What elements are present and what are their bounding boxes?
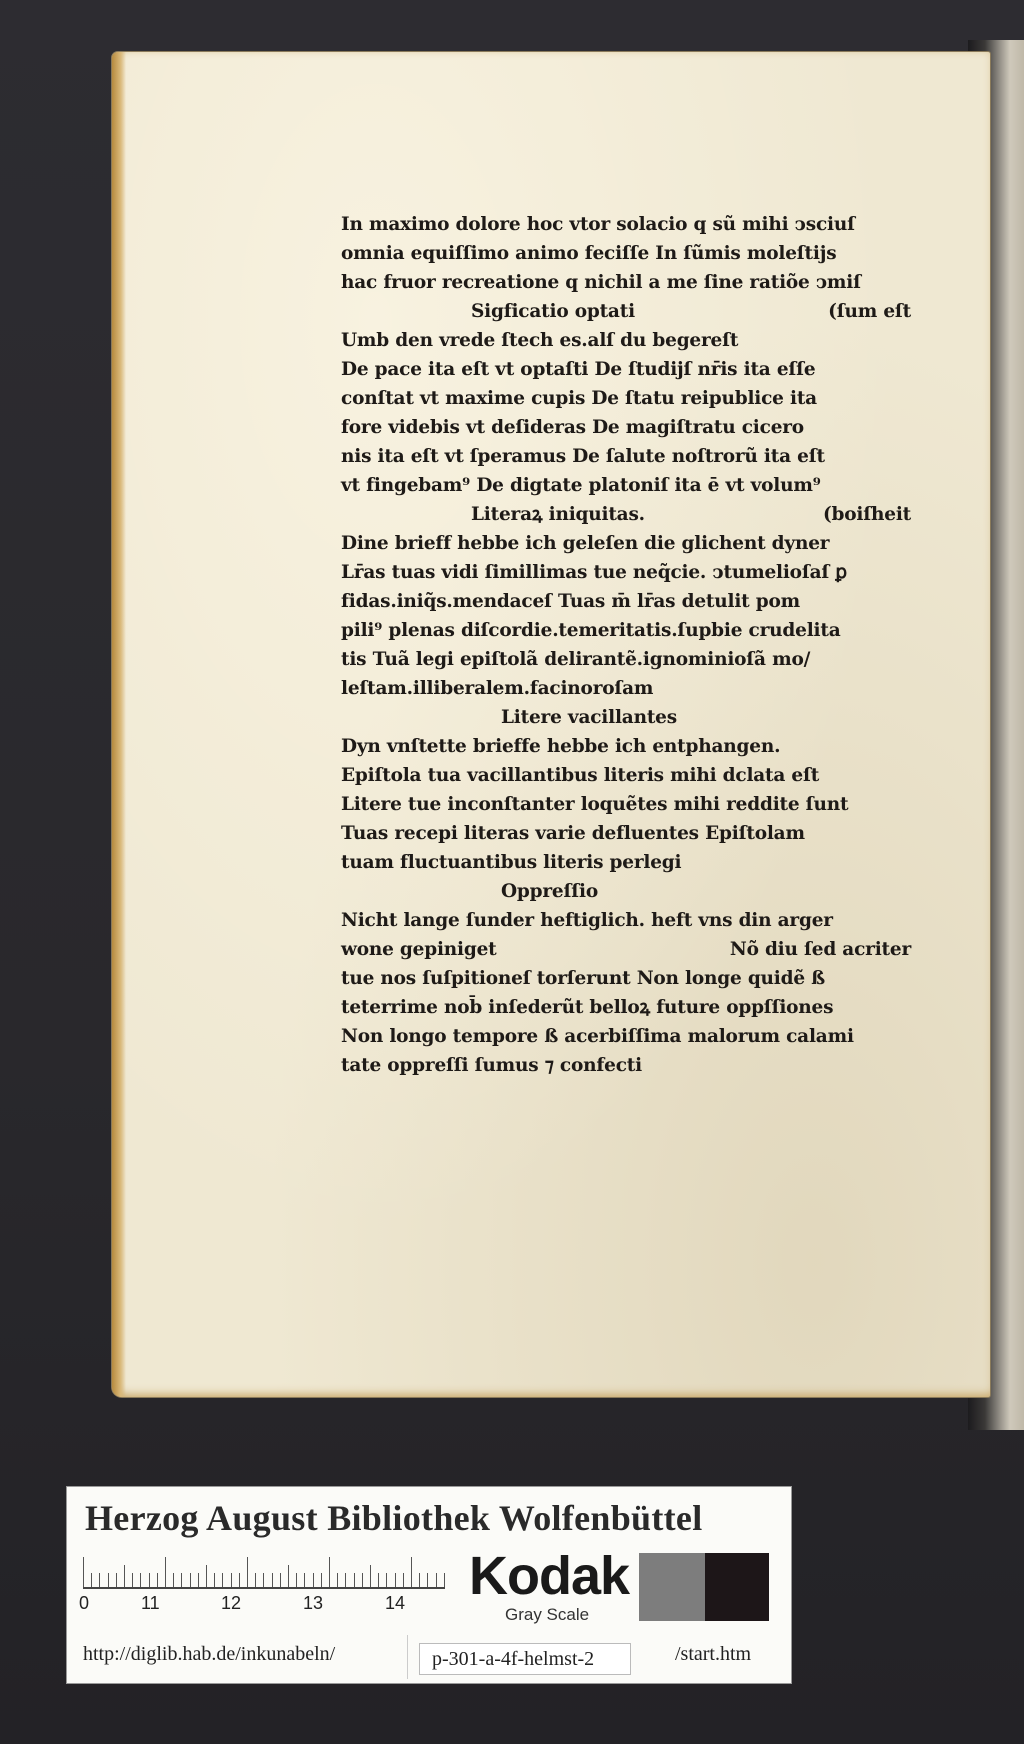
text-line bbox=[341, 761, 921, 790]
text-line bbox=[341, 877, 921, 906]
text-line-content: tuam fluctuantibus literis perlegi bbox=[341, 852, 682, 873]
ruler-tick bbox=[206, 1565, 207, 1587]
gray-patch-dark bbox=[705, 1553, 769, 1621]
ruler-tick bbox=[247, 1557, 248, 1587]
url-base: http://diglib.hab.de/inkunabeln/ bbox=[83, 1643, 336, 1665]
text-line-right-fragment: (ſum eſt bbox=[828, 301, 911, 322]
text-line-content: leſtam.illiberalem.facinoroſam bbox=[341, 678, 654, 699]
text-line-content: tis Tuã legi epiſtolã delirantẽ.ignominioſã mo/ bbox=[341, 649, 811, 670]
text-line-content: tate oppreſſi ſumus ⁊ confecti bbox=[341, 1055, 642, 1076]
text-line-content: Dine brieff hebbe ich geleſen die glichent dyner bbox=[341, 533, 830, 554]
text-line bbox=[341, 268, 921, 297]
ruler-tick bbox=[329, 1557, 330, 1587]
text-line bbox=[341, 384, 921, 413]
text-line-content: Oppreſſio bbox=[501, 881, 598, 902]
kodak-logo: Kodak bbox=[469, 1546, 630, 1606]
url-suffix: /start.htm bbox=[675, 1643, 752, 1665]
ruler-tick bbox=[386, 1573, 387, 1587]
ruler-tick bbox=[296, 1573, 297, 1587]
ruler-tick bbox=[436, 1573, 437, 1587]
color-calibration-card bbox=[66, 1486, 792, 1684]
ruler-tick bbox=[165, 1557, 166, 1587]
text-line-content: Literaꝝ iniquitas. bbox=[471, 504, 645, 525]
text-line bbox=[341, 935, 921, 964]
ruler-tick bbox=[427, 1573, 428, 1587]
text-line bbox=[341, 355, 921, 384]
text-line bbox=[341, 993, 921, 1022]
text-line bbox=[341, 964, 921, 993]
text-line bbox=[341, 906, 921, 935]
ruler-tick bbox=[132, 1573, 133, 1587]
text-line bbox=[341, 471, 921, 500]
ruler-tick bbox=[288, 1565, 289, 1587]
card-url-strip bbox=[67, 1627, 791, 1683]
ruler-tick bbox=[116, 1573, 117, 1587]
text-line-content: Tuas recepi literas varie defluentes Epiſtolam bbox=[341, 823, 805, 844]
text-line-content: vt fingebam⁹ De digtate platoniſ ita ē vt volum⁹ bbox=[341, 475, 821, 496]
text-line bbox=[341, 558, 921, 587]
text-line bbox=[341, 210, 921, 239]
ruler-number: 14 bbox=[385, 1593, 406, 1613]
text-line-content: fidas.iniq̃s.mendaceſ Tuas m̄ lr̄as detulit pom bbox=[341, 591, 801, 612]
text-line bbox=[341, 616, 921, 645]
text-line-content: Litere vacillantes bbox=[501, 707, 677, 728]
ruler-tick bbox=[444, 1573, 445, 1587]
ruler-tick bbox=[263, 1573, 264, 1587]
ruler-number: 13 bbox=[303, 1593, 324, 1613]
page-gutter-edge bbox=[112, 52, 126, 1397]
ruler-tick bbox=[337, 1573, 338, 1587]
ruler-tick bbox=[239, 1573, 240, 1587]
text-line-content: tue nos ſuſpitioneſ torſerunt Non longe quidẽ ß bbox=[341, 968, 826, 989]
text-line-content: Sigficatio optati bbox=[471, 301, 635, 322]
ruler-tick bbox=[362, 1573, 363, 1587]
text-line-content: fore videbis vt deſideras De magiſtratu cicero bbox=[341, 417, 804, 438]
ruler-tick bbox=[345, 1573, 346, 1587]
ruler-tick bbox=[411, 1557, 412, 1587]
text-line bbox=[341, 848, 921, 877]
text-line-content: Lr̄as tuas vidi ſimillimas tue neq̃cie. ↄtumelioſaſ ꝑ bbox=[341, 562, 847, 583]
ruler-tick bbox=[222, 1573, 223, 1587]
ruler-tick bbox=[198, 1573, 199, 1587]
text-line bbox=[341, 413, 921, 442]
ruler-tick bbox=[321, 1573, 322, 1587]
ruler-tick bbox=[378, 1573, 379, 1587]
text-line-content: Umb den vrede ſtech es.alſ du begereſt bbox=[341, 330, 739, 351]
ruler-tick bbox=[173, 1573, 174, 1587]
ruler-number: 0 bbox=[79, 1593, 90, 1613]
ruler-tick bbox=[91, 1573, 92, 1587]
text-line bbox=[341, 529, 921, 558]
ruler-tick bbox=[124, 1565, 125, 1587]
text-line-content: Dyn vnſtette brieffe hebbe ich entphangen. bbox=[341, 736, 781, 757]
text-line bbox=[341, 326, 921, 355]
text-line bbox=[341, 790, 921, 819]
text-line bbox=[341, 587, 921, 616]
ruler-tick bbox=[157, 1573, 158, 1587]
ruler-tick bbox=[231, 1573, 232, 1587]
text-line-content: De pace ita eſt vt optaſti De ſtudijſ nr̄is ita eſſe bbox=[341, 359, 816, 380]
measurement-ruler bbox=[83, 1553, 445, 1589]
gray-patch-mid bbox=[639, 1553, 705, 1621]
url-shelfmark: p-301-a-4f-helmst-2 bbox=[419, 1643, 631, 1675]
text-line bbox=[341, 674, 921, 703]
text-line bbox=[341, 819, 921, 848]
ruler-tick bbox=[214, 1573, 215, 1587]
printed-text-block bbox=[341, 210, 921, 1080]
text-line bbox=[341, 645, 921, 674]
ruler-tick bbox=[83, 1557, 84, 1587]
text-line bbox=[341, 239, 921, 268]
text-line-content: Nicht lange ſunder heftiglich. heft vns din arger bbox=[341, 910, 833, 931]
text-line-content: Non longo tempore ß acerbiſſima malorum calami bbox=[341, 1026, 854, 1047]
text-line bbox=[341, 1022, 921, 1051]
text-line-content: Epiſtola tua vacillantibus literis mihi dclata eſt bbox=[341, 765, 820, 786]
ruler-tick bbox=[313, 1573, 314, 1587]
ruler-tick bbox=[190, 1573, 191, 1587]
text-line-content: wone gepiniget bbox=[341, 939, 497, 960]
text-line-content: Litere tue inconſtanter loquẽtes mihi reddite ſunt bbox=[341, 794, 849, 815]
ruler-tick bbox=[255, 1573, 256, 1587]
text-line bbox=[341, 732, 921, 761]
ruler-tick bbox=[395, 1573, 396, 1587]
library-title: Herzog August Bibliothek Wolfenbüttel bbox=[85, 1498, 703, 1538]
text-line-content: omnia equiſſimo animo feciſſe In ſũmis moleſtijs bbox=[341, 243, 837, 264]
text-line bbox=[341, 442, 921, 471]
text-line-content: hac fruor recreatione q nichil a me ſine ratiõe ↄmiſ bbox=[341, 272, 861, 293]
text-line-right-fragment: Nõ diu ſed acriter bbox=[729, 939, 911, 960]
ruler-tick bbox=[181, 1573, 182, 1587]
text-line-content: nis ita eſt vt ſperamus De ſalute noſtrorũ ita eſt bbox=[341, 446, 825, 467]
text-line bbox=[341, 703, 921, 732]
ruler-tick bbox=[140, 1573, 141, 1587]
text-line-content: conſtat vt maxime cupis De ſtatu reipublice ita bbox=[341, 388, 817, 409]
divider bbox=[407, 1635, 408, 1679]
ruler-tick bbox=[370, 1565, 371, 1587]
text-line-right-fragment: (boiſheit bbox=[822, 504, 911, 525]
ruler-tick bbox=[419, 1573, 420, 1587]
text-line-content: teterrime nob̄ inſederũt belloꝝ future oppſſiones bbox=[341, 997, 834, 1018]
ruler-tick bbox=[272, 1573, 273, 1587]
ruler-tick bbox=[354, 1573, 355, 1587]
ruler-tick bbox=[280, 1573, 281, 1587]
text-line bbox=[341, 1051, 921, 1080]
ruler-number: 11 bbox=[141, 1593, 160, 1613]
ruler-tick bbox=[304, 1573, 305, 1587]
ruler-tick bbox=[108, 1573, 109, 1587]
ruler-number: 12 bbox=[221, 1593, 242, 1613]
ruler-tick bbox=[403, 1573, 404, 1587]
ruler-tick bbox=[99, 1573, 100, 1587]
text-line bbox=[341, 297, 921, 326]
text-line bbox=[341, 500, 921, 529]
text-line-content: pili⁹ plenas diſcordie.temeritatis.ſupbie crudelita bbox=[341, 620, 841, 641]
text-line-content: In maximo dolore hoc vtor solacio q sũ mihi ↄsciuſ bbox=[341, 214, 855, 235]
gray-scale-label: Gray Scale bbox=[505, 1605, 590, 1624]
ruler-tick bbox=[149, 1573, 150, 1587]
